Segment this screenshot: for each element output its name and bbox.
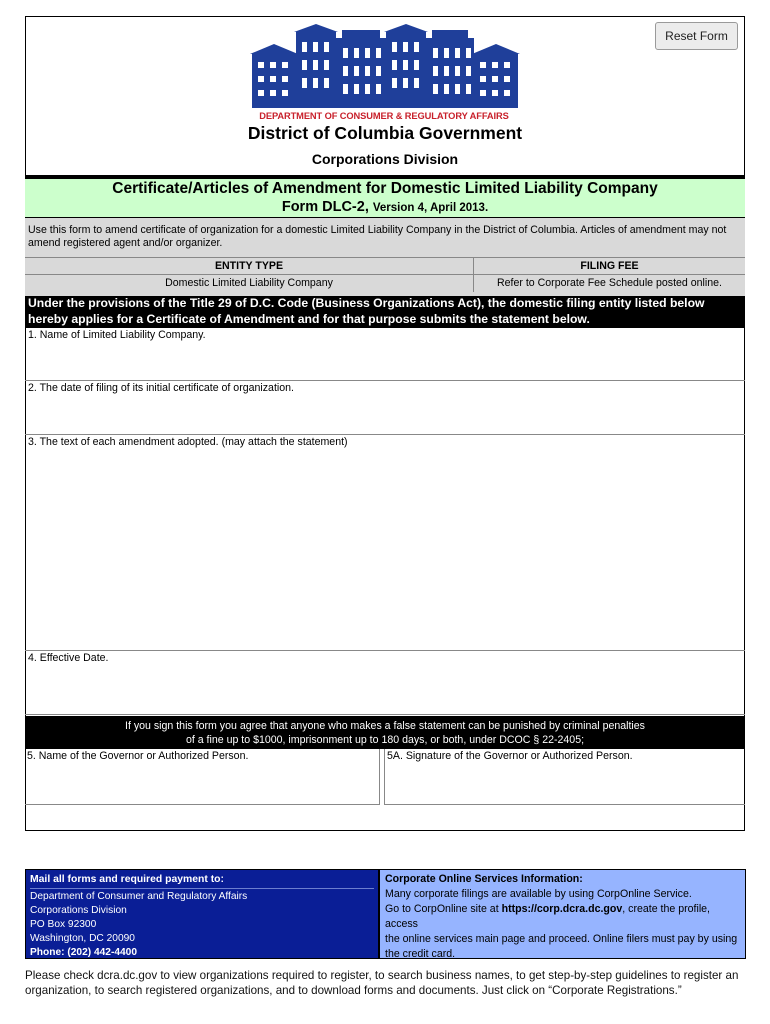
mailing-info-box bbox=[25, 869, 379, 959]
dcra-logo bbox=[248, 24, 520, 128]
llc-name-field[interactable] bbox=[25, 328, 745, 381]
form-number-line bbox=[25, 198, 745, 217]
government-title: District of Columbia Government bbox=[247, 123, 523, 143]
entity-type-header: ENTITY TYPE bbox=[25, 258, 474, 274]
governor-name-label: 5. Name of the Governor or Authorized Person. bbox=[27, 750, 249, 762]
building-logo-icon bbox=[248, 24, 520, 110]
mailing-line-4: Washington, DC 20090 bbox=[30, 933, 135, 944]
online-line-1: Many corporate filings are available by using CorpOnline Service. bbox=[385, 888, 692, 900]
amendment-text-label: 3. The text of each amendment adopted. (may attach the statement) bbox=[28, 436, 348, 448]
form-instructions: Use this form to amend certificate of organization for a domestic Limited Liability Company in the District of Columbia. Articles of amendment may not amend registered agent and/or organizer. bbox=[28, 224, 727, 249]
governor-name-field[interactable] bbox=[25, 749, 380, 805]
reset-form-button[interactable]: Reset Form bbox=[655, 22, 738, 50]
mailing-phone: Phone: (202) 442-4400 bbox=[30, 947, 138, 958]
mailing-line-3: PO Box 92300 bbox=[30, 919, 97, 930]
online-line-2-pre: Go to CorpOnline site at bbox=[385, 903, 502, 915]
effective-date-label: 4. Effective Date. bbox=[28, 652, 109, 664]
governor-signature-field[interactable] bbox=[384, 749, 745, 805]
online-line-3: the online services main page and proceed. Online filers must pay by using bbox=[385, 933, 738, 945]
penalty-warning-line2: of a fine up to $1000, imprisonment up to 180 days, or both, under DCOC § 22-2405; bbox=[185, 734, 585, 746]
mailing-divider bbox=[30, 888, 374, 889]
form-title: Certificate/Articles of Amendment for Domestic Limited Liability Company bbox=[112, 180, 658, 197]
filing-date-field[interactable] bbox=[25, 381, 745, 435]
online-services-box bbox=[379, 869, 746, 959]
provisions-statement: Under the provisions of the Title 29 of D.C. Code (Business Organizations Act), the domestic filing entity listed below hereby applies for a Certificate of Amendment and for that purpose submits the statement below. bbox=[25, 296, 745, 328]
effective-date-field[interactable] bbox=[25, 651, 745, 715]
corponline-link[interactable]: https://corp.dcra.dc.gov bbox=[501, 903, 623, 915]
mailing-heading: Mail all forms and required payment to: bbox=[30, 874, 224, 885]
filing-fee-header: FILING FEE bbox=[580, 260, 639, 272]
entity-type-value: Domestic Limited Liability Company bbox=[25, 275, 474, 292]
filing-date-label: 2. The date of filing of its initial certificate of organization. bbox=[28, 382, 294, 394]
amendment-text-field[interactable] bbox=[25, 435, 745, 651]
online-line-2-post: , create the profile, access bbox=[385, 903, 711, 930]
form-version: Version 4, April 2013. bbox=[372, 202, 489, 214]
penalty-warning-line1: If you sign this form you agree that anyone who makes a false statement can be punished by criminal penalties bbox=[125, 720, 645, 732]
info-table-row bbox=[25, 274, 745, 292]
division-title: Corporations Division bbox=[311, 151, 459, 167]
filing-fee-value: Refer to Corporate Fee Schedule posted online. bbox=[497, 277, 722, 289]
mailing-line-1: Department of Consumer and Regulatory Affairs bbox=[30, 891, 248, 902]
form-number: Form DLC-2, bbox=[281, 199, 369, 215]
penalty-warning bbox=[25, 716, 745, 749]
online-heading: Corporate Online Services Information: bbox=[385, 873, 583, 885]
llc-name-label: 1. Name of Limited Liability Company. bbox=[28, 329, 206, 341]
info-table-header bbox=[25, 257, 745, 274]
form-title-band bbox=[25, 179, 745, 218]
online-line-2 bbox=[385, 902, 740, 932]
governor-signature-label: 5A. Signature of the Governor or Authorized Person. bbox=[387, 750, 633, 762]
form-info-block bbox=[25, 218, 745, 298]
logo-banner-text: DEPARTMENT OF CONSUMER & REGULATORY AFFAIRS bbox=[259, 111, 509, 121]
logo-banner bbox=[248, 110, 520, 123]
mailing-line-2: Corporations Division bbox=[30, 905, 127, 916]
online-line-4: the credit card. bbox=[385, 948, 456, 960]
footer-note: Please check dcra.dc.gov to view organizations required to register, to search business names, to get step-by-step guidelines to register an organization, to search registered organizations, and to download forms and documents. Just click on “Corporate Registrations.” bbox=[25, 969, 739, 997]
